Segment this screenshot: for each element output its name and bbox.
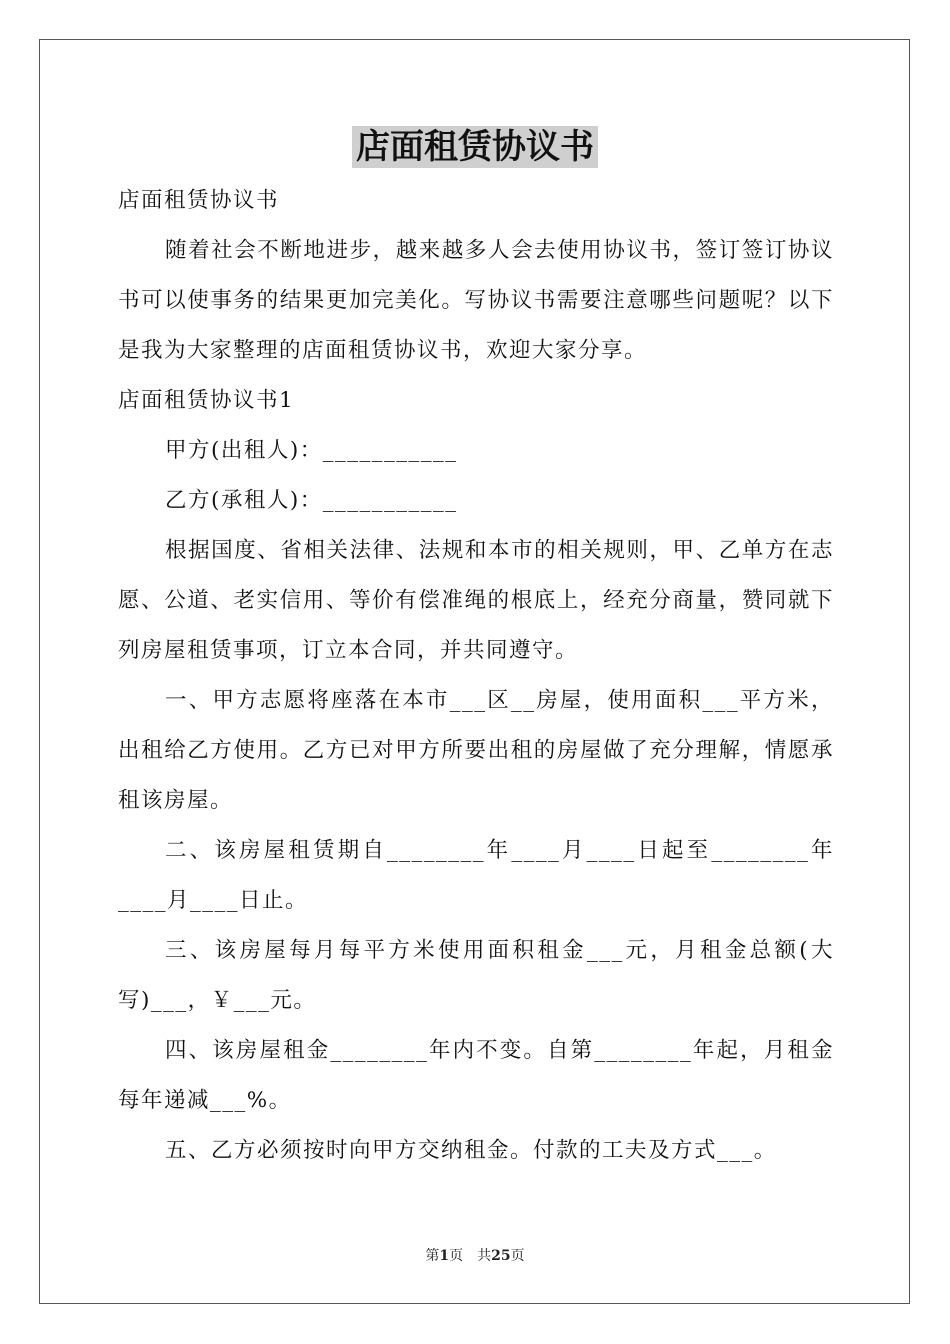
document-title: 店面租赁协议书 [352,126,598,168]
total-suffix: 页 [510,1248,525,1264]
title-area [0,126,950,168]
page-footer [0,1247,950,1265]
paragraph: 一、甲方志愿将座落在本市___区__房屋，使用面积___平方米，出租给乙方使用。乙方已对甲方所要出租的房屋做了充分理解，情愿承租该房屋。 [118,688,834,813]
paragraph: 店面租赁协议书1 [118,388,295,413]
paragraph: 四、该房屋租金________年内不变。自第________年起，月租金每年递减___%。 [118,1038,834,1113]
paragraph: 随着社会不断地进步，越来越多人会去使用协议书，签订签订协议书可以使事务的结果更加完美化。写协议书需要注意哪些问题呢？以下是我为大家整理的店面租赁协议书，欢迎大家分享。 [118,238,834,363]
page-total: 25 [491,1248,511,1264]
document-body [118,176,834,1176]
total-prefix: 共 [477,1248,492,1264]
page-current: 1 [439,1248,450,1264]
paragraph: 五、乙方必须按时向甲方交纳租金。付款的工夫及方式___。 [165,1138,777,1163]
paragraph: 二、该房屋租赁期自________年____月____日起至________年____月____日止。 [118,838,834,913]
paragraph: 根据国度、省相关法律、法规和本市的相关规则，甲、乙单方在志愿、公道、老实信用、等价有偿准绳的根底上，经充分商量，赞同就下列房屋租赁事项，订立本合同，并共同遵守。 [118,538,834,663]
page-suffix: 页 [449,1248,464,1264]
paragraph: 店面租赁协议书 [118,188,280,213]
paragraph: 甲方(出租人)：___________ [165,438,458,463]
page-prefix: 第 [425,1248,440,1264]
paragraph: 乙方(承租人)：___________ [165,488,458,513]
paragraph: 三、该房屋每月每平方米使用面积租金___元，月租金总额(大写)___，￥___元。 [118,938,834,1013]
